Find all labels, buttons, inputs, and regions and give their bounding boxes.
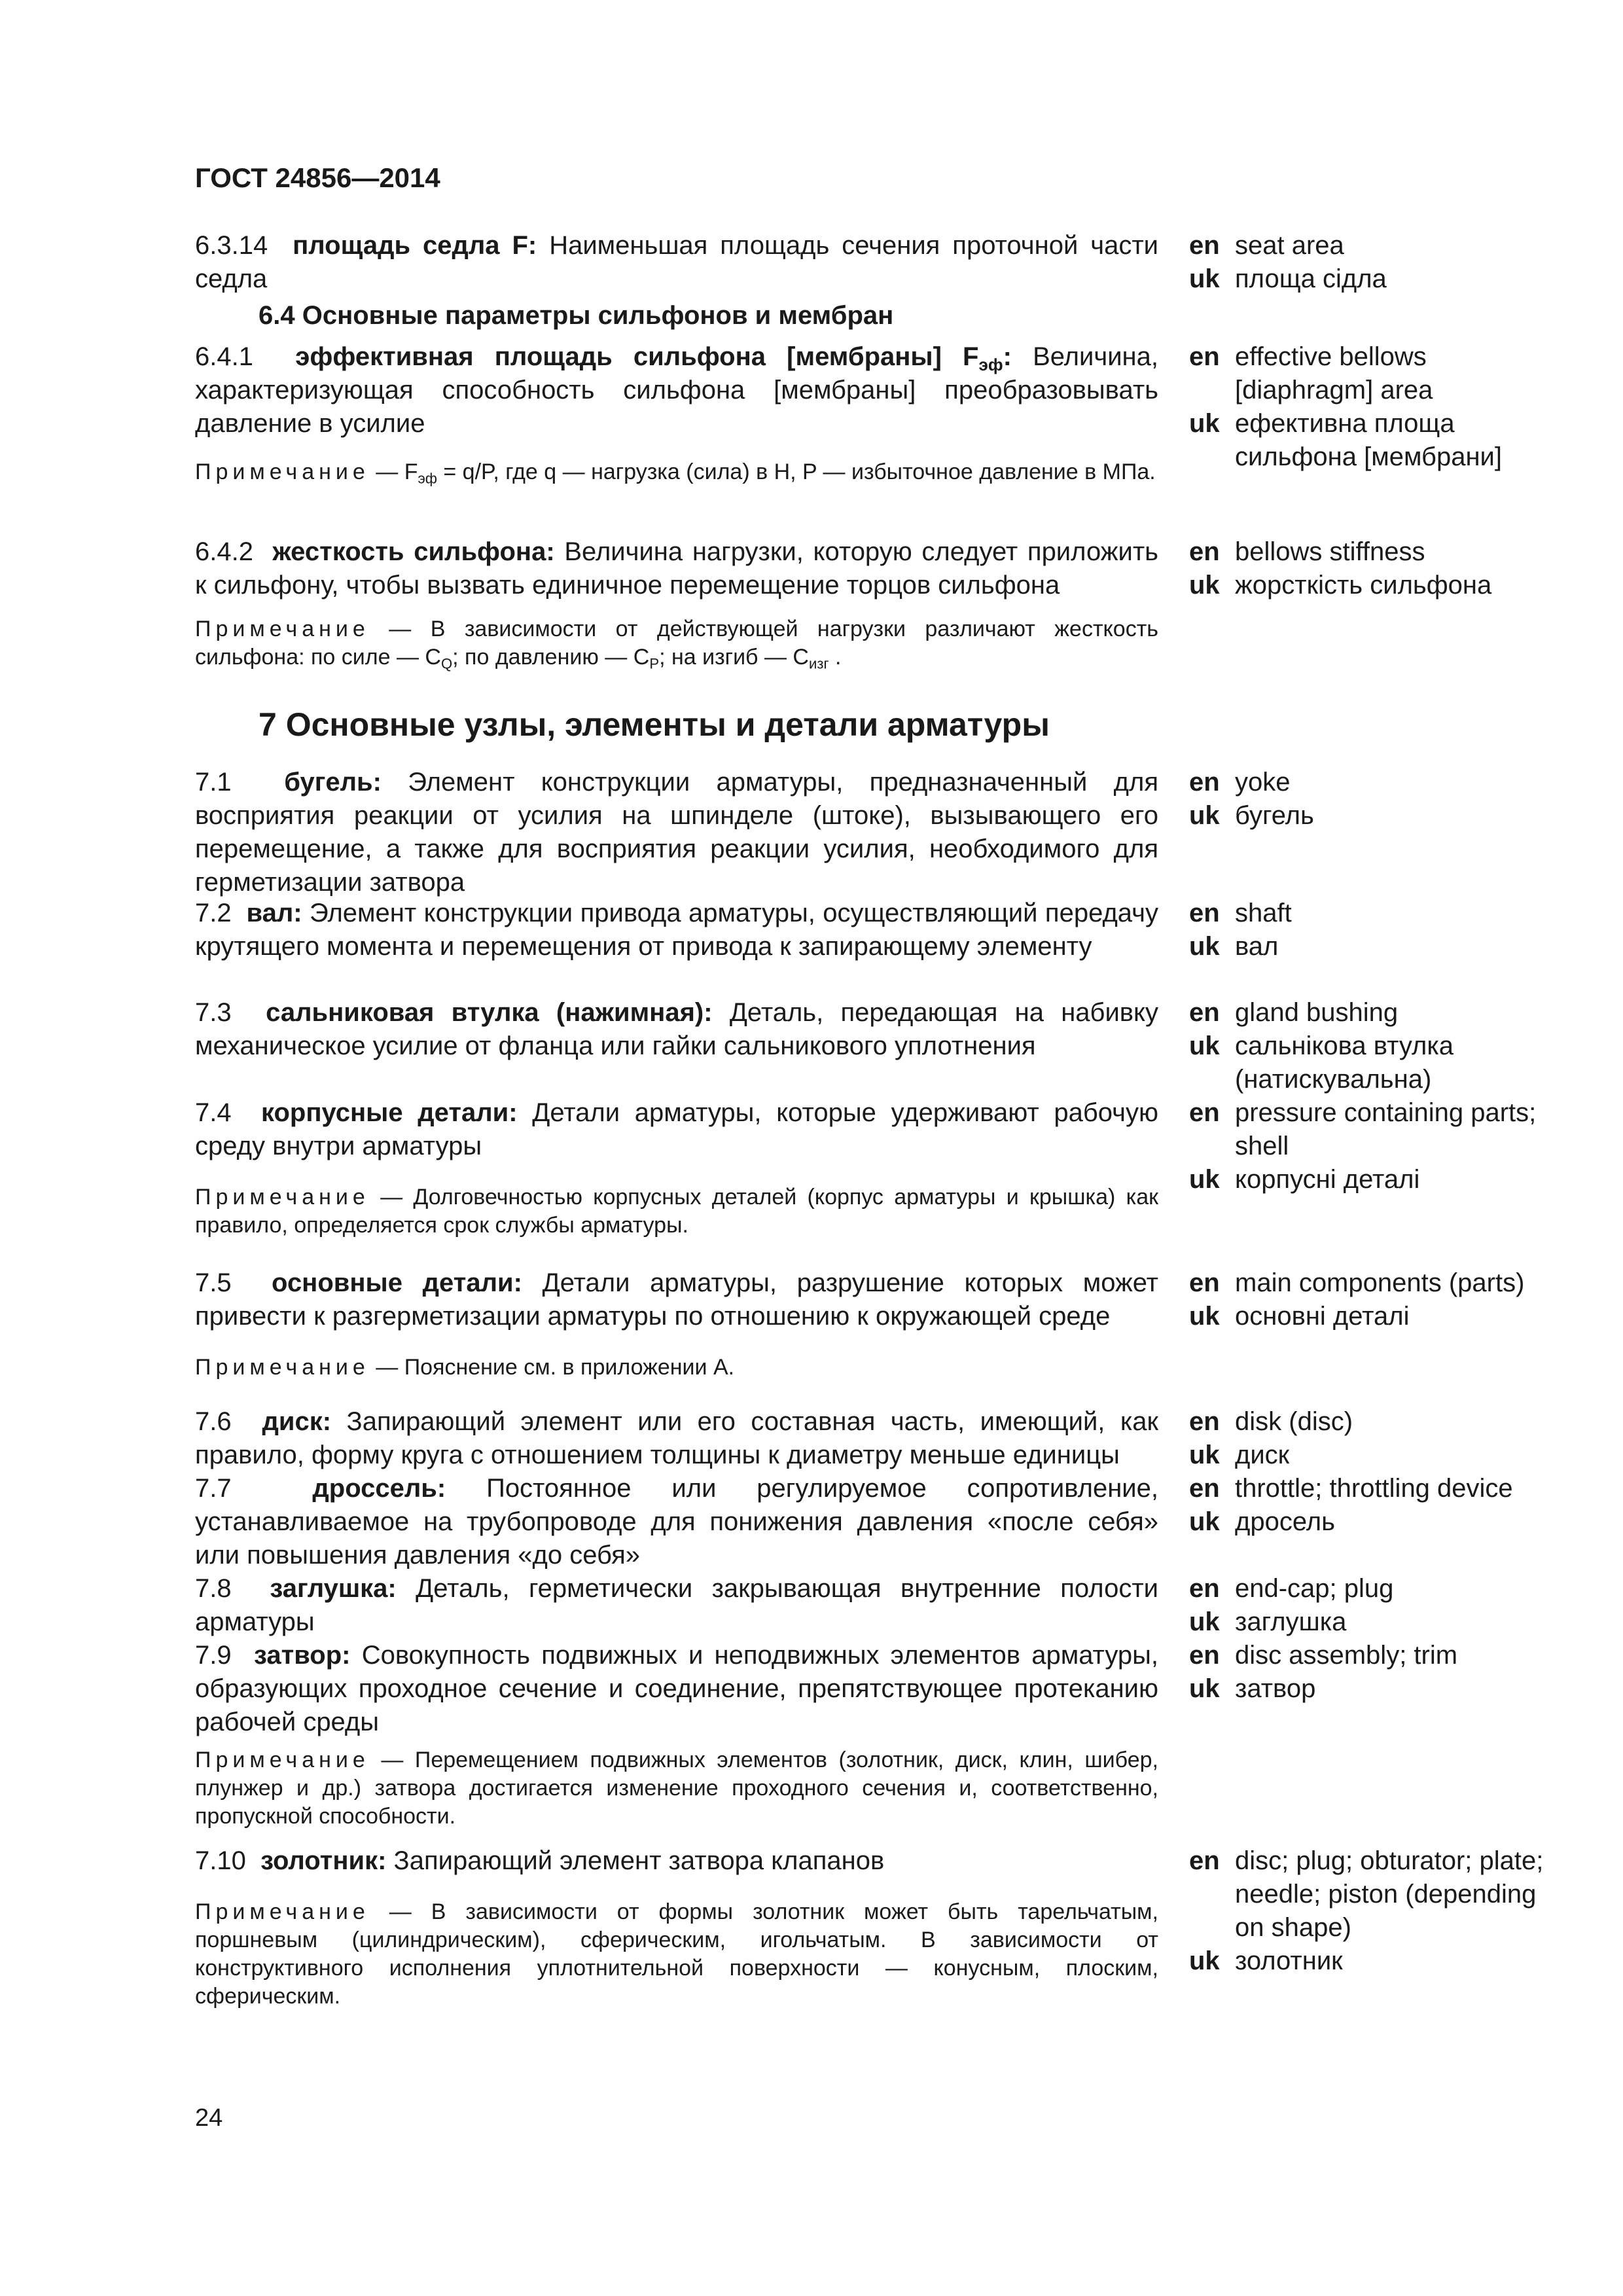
translation-7-1: en yoke uk бугель — [1189, 768, 1314, 830]
document-header: ГОСТ 24856—2014 — [195, 162, 440, 193]
translation-7-8: en end-cap; plug uk заглушка — [1189, 1574, 1394, 1636]
translation-7-2: en shaft uk вал — [1189, 899, 1292, 961]
term-7-7: 7.7 дроссель: Постоянное или регулируемое сопротивление, устанавливаемое на трубопроводе для понижения давления «после себя» или повышения давления «до себя» — [195, 1474, 1158, 1570]
section-7-title: 7 Основные узлы, элементы и детали арматуры — [259, 706, 1050, 743]
note-7-10: Примечание — В зависимости от формы золотник может быть тарельчатым, поршневым (цилиндрическим), сферическим, игольчатым. В зависимости от конструктивного исполнения уплотнительной поверхности — конусным, плоским, сферическим. — [195, 1899, 1158, 2009]
term-7-3: 7.3 сальниковая втулка (нажимная): Деталь, передающая на набивку механическое усилие от фланца или гайки сальникового уплотнения — [195, 998, 1159, 1060]
note-7-5: Примечание — Пояснение см. в приложении А. — [195, 1355, 735, 1380]
term-7-6: 7.6 диск: Запирающий элемент или его составная часть, имеющий, как правило, форму круга с отношением толщины к диаметру меньше единицы — [195, 1407, 1158, 1469]
term-7-5: 7.5 основные детали: Детали арматуры, разрушение которых может привести к разгерметизации арматуры по отношению к окружающей среде — [195, 1268, 1158, 1331]
term-7-2: 7.2 вал: Элемент конструкции привода арматуры, осуществляющий передачу крутящего момента и перемещения от привода к запирающему элементу — [195, 899, 1158, 961]
note-7-4: Примечание — Долговечностью корпусных деталей (корпус арматуры и крышка) как правило, определяется срок службы арматуры. — [195, 1185, 1158, 1238]
translation-7-3: en gland bushing uk сальнікова втулка (натискувальна) — [1189, 998, 1454, 1094]
term-6-3-14: 6.3.14 площадь седла F: Наименьшая площадь сечения проточной части седла — [195, 231, 1159, 293]
term-7-1: 7.1 бугель: Элемент конструкции арматуры, предназначенный для восприятия реакции от усилия на шпинделе (штоке), вызывающего его перемещение, а также для восприятия реакции усилия, необходимого для герметизации затвора — [195, 768, 1158, 897]
note-7-9: Примечание — Перемещением подвижных элементов (золотник, диск, клин, шибер, плунжер и др.) затвора достигается изменение проходного сечения и, соответственно, пропускной способности. — [195, 1748, 1158, 1829]
translation-6-4-2: en bellows stiffness uk жорсткість сильфона — [1189, 537, 1492, 600]
translation-7-4: en pressure containing parts; shell uk корпусні деталі — [1189, 1098, 1537, 1194]
translation-7-6: en disk (disc) uk диск — [1189, 1407, 1353, 1469]
translation-6-4-1: en effective bellows [diaphragm] area uk ефективна площа сильфона [мембрани] — [1189, 342, 1502, 471]
term-6-4-2: 6.4.2 жесткость сильфона: Величина нагрузки, которую следует приложить к сильфону, чтобы вызвать единичное перемещение торцов сильфона — [195, 537, 1158, 600]
translation-6-3-14: en seat area uk площа сідла — [1189, 231, 1387, 293]
translation-7-10: en disc; plug; obturator; plate; needle; piston (depending on shape) uk золотник — [1189, 1846, 1544, 1975]
term-7-4: 7.4 корпусные детали: Детали арматуры, которые удерживают рабочую среду внутри арматуры — [195, 1098, 1158, 1160]
term-7-9: 7.9 затвор: Совокупность подвижных и неподвижных элементов арматуры, образующих проходное сечение и соединение, препятствующее протеканию рабочей среды — [195, 1641, 1158, 1736]
term-6-4-1: 6.4.1 эффективная площадь сильфона [мембраны] $F_{эф}$: Величина, характеризующая способность сильфона [мембраны] преобразовывать давление в усилие — [195, 342, 1158, 438]
term-7-8: 7.8 заглушка: Деталь, герметически закрывающая внутренние полости арматуры — [195, 1574, 1158, 1636]
translation-7-9: en disc assembly; trim uk затвор — [1189, 1641, 1458, 1703]
page-number: 24 — [195, 2104, 223, 2132]
translation-7-7: en throttle; throttling device uk дросель — [1189, 1474, 1513, 1536]
term-7-10: 7.10 золотник: Запирающий элемент затвора клапанов — [195, 1846, 885, 1875]
translation-7-5: en main components (parts) uk основні деталі — [1189, 1268, 1525, 1331]
note-6-4-1: Примечание — $F_{эф} = q/P$, где q — нагрузка (сила) в Н, P — избыточное давление в МПа. — [195, 459, 1156, 487]
subsection-6-4-title: 6.4 Основные параметры сильфонов и мембран — [259, 301, 894, 330]
note-6-4-2: Примечание — В зависимости от действующей нагрузки различают жесткость сильфона: по силе — $C_Q$; по давлению — $C_P$; на изгиб — $C_{изг}$ . — [195, 617, 1158, 672]
